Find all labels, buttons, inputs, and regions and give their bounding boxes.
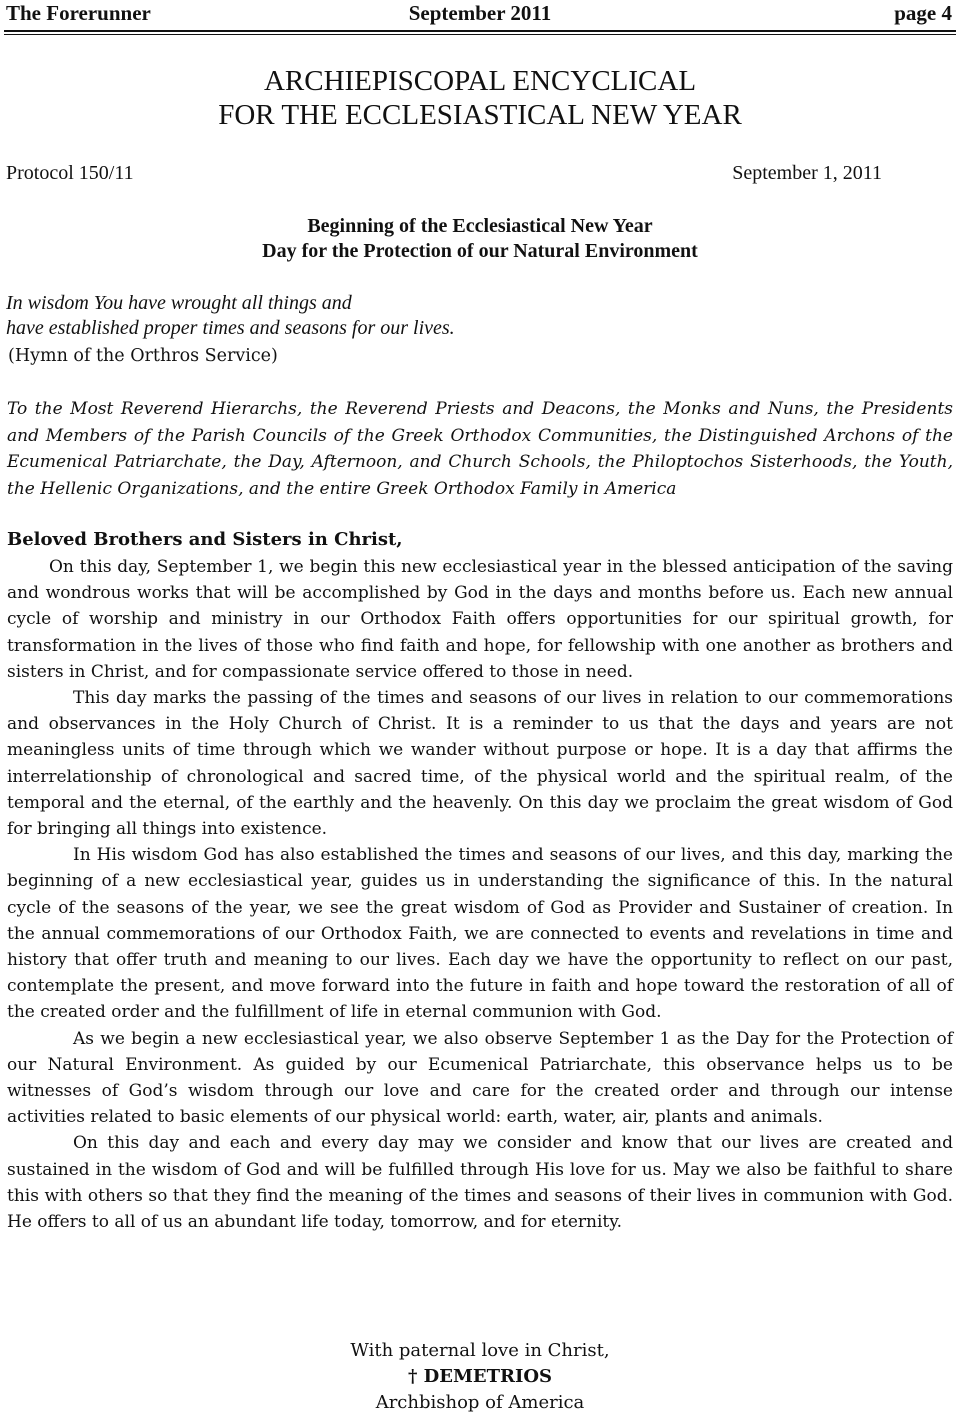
publication-name: The Forerunner bbox=[6, 1, 151, 25]
signatory-name: † DEMETRIOS bbox=[407, 1366, 553, 1387]
document-title bbox=[0, 64, 960, 132]
page-header bbox=[0, 0, 960, 28]
epigraph-line-2: have established proper times and seasons for our lives. bbox=[6, 317, 455, 339]
title-line-1: ARCHIEPISCOPAL ENCYCLICAL bbox=[263, 65, 697, 97]
paragraph-4: As we begin a new ecclesiastical year, we also observe September 1 as the Day for the Protection of our Natural Environment. As guided by our Ecumenical Patriarchate, this observance helps us to be witnesses of God’s wisdom through our love and care for the created order and through our intense activities related to basic elements of our physical world: earth, water, air, plants and animals. bbox=[7, 1028, 953, 1128]
page-number: page 4 bbox=[894, 1, 952, 25]
paragraph-1: On this day, September 1, we begin this new ecclesiastical year in the blessed anticipation of the saving and wondrous works that will be accomplished by God in the days and months before us. Each new annual cycle of worship and ministry in our Orthodox Faith offers opportunities for our spiritual growth, for transformation in the lives of those who find faith and hope, for fellowship with one another as brothers and sisters in Christ, and for compassionate service offered to those in need. bbox=[7, 557, 953, 682]
protocol-number: Protocol 150/11 bbox=[6, 162, 134, 184]
title-line-2: FOR THE ECCLESIASTICAL NEW YEAR bbox=[218, 99, 742, 131]
epigraph-source: (Hymn of the Orthros Service) bbox=[8, 346, 278, 366]
paragraph-2: This day marks the passing of the times and seasons of our lives in relation to our commemorations and observances in the Holy Church of Christ. It is a reminder to us that the days and years are not meaningless units of time through which we wander without purpose or hope. It is a day that affirms the interrelationship of chronological and sacred time, of the physical world and the spiritual realm, of the temporal and the eternal, of the earthly and the heavenly. On this day we proclaim the great wisdom of God for bringing all things into existence. bbox=[7, 688, 953, 840]
paragraph-3: In His wisdom God has also established the times and seasons of our lives, and this day, marking the beginning of a new ecclesiastical year, guides us in understanding the significance of this. In the natural cycle of the seasons of the year, we see the great wisdom of God as Provider and Sustainer of creation. In the annual commemorations of our Orthodox Faith, we are connected to events and revelations in time and history that offer truth and meaning to our lives. Each day we have the opportunity to reflect on our past, contemplate the present, and move forward into the future in faith and hope toward the restoration of all of the created order and the fulfillment of life in eternal communion with God. bbox=[7, 845, 953, 1023]
issue-date: September 2011 bbox=[408, 1, 552, 25]
subtitle-line-1: Beginning of the Ecclesiastical New Year bbox=[307, 215, 653, 237]
document-subtitle bbox=[0, 214, 960, 264]
paragraph-5: On this day and each and every day may we consider and know that our lives are created and sustained in the wisdom of God and will be fulfilled through His love for us. May we also be faithful to share this with others so that they find the meaning of the times and seasons of their lives in communion with God. He offers to all of us an abundant life today, tomorrow, and for eternity. bbox=[7, 1133, 953, 1233]
document-date: September 1, 2011 bbox=[732, 162, 882, 184]
signature-block bbox=[0, 1338, 960, 1416]
subtitle-line-2: Day for the Protection of our Natural Environment bbox=[262, 240, 698, 262]
header-divider bbox=[4, 30, 956, 35]
epigraph-line-1: In wisdom You have wrought all things and bbox=[6, 292, 352, 314]
epigraph bbox=[6, 291, 455, 341]
letter-body bbox=[7, 554, 953, 1235]
addressees: To the Most Reverend Hierarchs, the Reverend Priests and Deacons, the Monks and Nuns, the Presidents and Members of the Parish Councils of the Greek Orthodox Communities, the Distinguished Archons of the Ecumenical Patriarchate, the Day, Afternoon, and Church Schools, the Philoptochos Sisterhoods, the Youth, the Hellenic Organizations, and the entire Greek Orthodox Family in America bbox=[7, 399, 953, 499]
signatory-title: Archbishop of America bbox=[375, 1392, 585, 1413]
greeting: Beloved Brothers and Sisters in Christ, bbox=[7, 529, 403, 550]
closing-line: With paternal love in Christ, bbox=[350, 1340, 610, 1361]
